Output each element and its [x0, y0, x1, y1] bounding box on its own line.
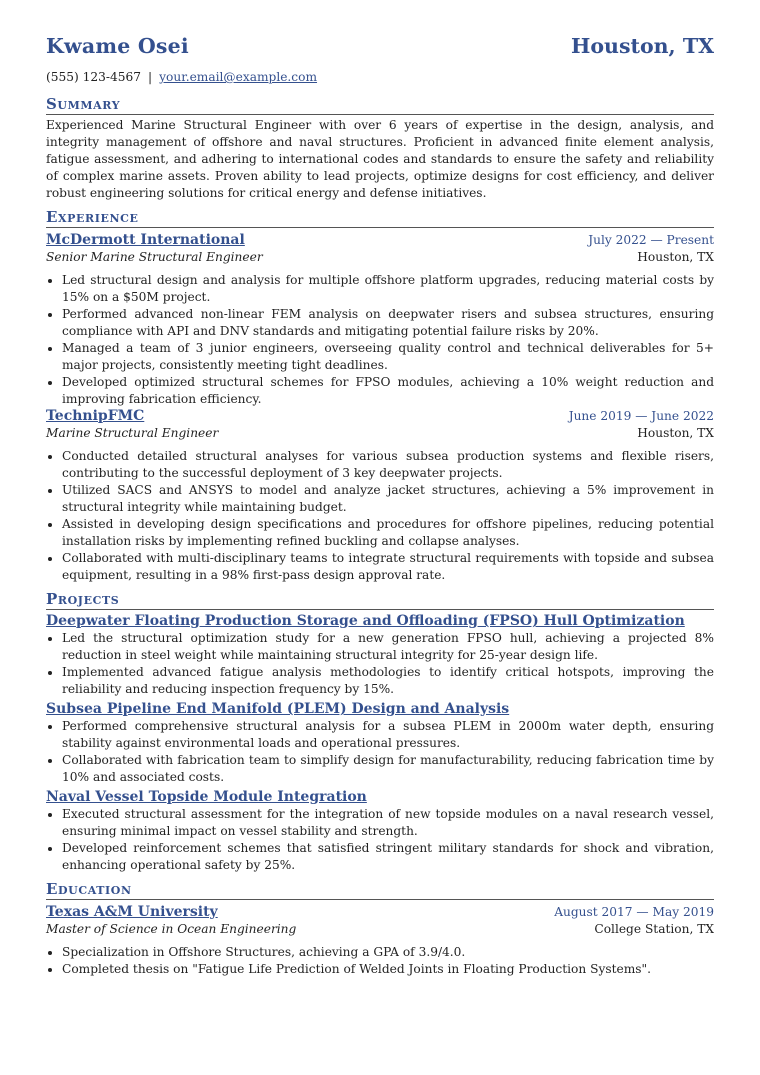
job-location: Houston, TX [637, 250, 714, 264]
company-name[interactable]: McDermott International [46, 232, 245, 248]
bullet-dot-icon [48, 951, 52, 955]
contact-separator: | [148, 70, 153, 84]
bullet-item [46, 306, 714, 340]
bullet-item [46, 630, 714, 664]
school-location: College Station, TX [594, 922, 714, 936]
bullet-dot-icon [48, 813, 52, 817]
bullet-text: Implemented advanced fatigue analysis methodologies to identify critical hotspots, improving the reliability and reducing inspection frequency by 15%. [62, 665, 714, 696]
job-location: Houston, TX [637, 426, 714, 440]
bullet-dot-icon [48, 847, 52, 851]
bullet-item [46, 516, 714, 550]
bullet-item [46, 482, 714, 516]
bullet-item [46, 448, 714, 482]
contact-line [46, 69, 714, 89]
education-heading: Education [46, 880, 714, 900]
bullet-text: Developed optimized structural schemes for FPSO modules, achieving a 10% weight reduction and improving fabrication efficiency. [62, 375, 714, 406]
bullet-item [46, 752, 714, 786]
bullet-text: Developed reinforcement schemes that satisfied stringent military standards for shock and vibration, enhancing operational safety by 25%. [62, 841, 714, 872]
bullet-text: Managed a team of 3 junior engineers, overseeing quality control and technical deliverables for 5+ major projects, consistently meeting tight deadlines. [62, 341, 714, 372]
bullet-text: Executed structural assessment for the integration of new topside modules on a naval research vessel, ensuring minimal impact on vessel stability and strength. [62, 807, 714, 838]
bullet-text: Utilized SACS and ANSYS to model and analyze jacket structures, achieving a 5% improvement in structural integrity while maintaining budget. [62, 483, 714, 514]
summary-heading: Summary [46, 95, 714, 115]
job-title: Marine Structural Engineer [46, 426, 219, 440]
project-bullets [46, 806, 714, 874]
project-entry [46, 789, 714, 874]
project-title[interactable]: Subsea Pipeline End Manifold (PLEM) Design and Analysis [46, 701, 510, 717]
job-entry-technipfmc [46, 408, 714, 584]
bullet-item [46, 272, 714, 306]
phone-number: (555) 123-4567 [46, 70, 142, 84]
resume-header [46, 34, 714, 68]
bullet-dot-icon [48, 523, 52, 527]
candidate-name: Kwame Osei [46, 34, 189, 58]
bullet-dot-icon [48, 279, 52, 283]
bullet-item [46, 718, 714, 752]
resume-page [46, 34, 714, 978]
job-entry-mcdermott [46, 232, 714, 408]
job-title: Senior Marine Structural Engineer [46, 250, 263, 264]
project-title[interactable]: Deepwater Floating Production Storage and Offloading (FPSO) Hull Optimization [46, 613, 685, 629]
bullet-dot-icon [48, 347, 52, 351]
bullet-text: Conducted detailed structural analyses for various subsea production systems and flexible risers, contributing to the successful deployment of 3 key deepwater projects. [62, 449, 714, 480]
job-dates: July 2022 — Present [588, 233, 714, 247]
bullet-item [46, 806, 714, 840]
bullet-item [46, 550, 714, 584]
bullet-text: Specialization in Offshore Structures, achieving a GPA of 3.9/4.0. [62, 945, 466, 959]
bullet-dot-icon [48, 557, 52, 561]
job-bullets [46, 272, 714, 408]
education-bullets [46, 944, 714, 978]
bullet-text: Completed thesis on "Fatigue Life Prediction of Welded Joints in Floating Production Systems". [62, 962, 651, 976]
bullet-dot-icon [48, 381, 52, 385]
bullet-item [46, 664, 714, 698]
bullet-text: Collaborated with fabrication team to simplify design for manufacturability, reducing fabrication time by 10% and associated costs. [62, 753, 714, 784]
bullet-item [46, 944, 714, 961]
projects-heading: Projects [46, 590, 714, 610]
project-bullets [46, 630, 714, 698]
candidate-location: Houston, TX [571, 34, 714, 58]
project-title[interactable]: Naval Vessel Topside Module Integration [46, 789, 367, 805]
bullet-item [46, 374, 714, 408]
project-bullets [46, 718, 714, 786]
project-entry [46, 613, 714, 698]
bullet-dot-icon [48, 313, 52, 317]
bullet-dot-icon [48, 489, 52, 493]
education-dates: August 2017 — May 2019 [554, 905, 714, 919]
job-bullets [46, 448, 714, 584]
bullet-item [46, 840, 714, 874]
bullet-dot-icon [48, 968, 52, 972]
bullet-dot-icon [48, 455, 52, 459]
bullet-text: Led the structural optimization study for a new generation FPSO hull, achieving a projected 8% reduction in steel weight while maintaining structural integrity for 25-year design life. [62, 631, 714, 662]
project-entry [46, 701, 714, 786]
bullet-text: Collaborated with multi-disciplinary teams to integrate structural requirements with topside and subsea equipment, resulting in a 98% first-pass design approval rate. [62, 551, 714, 582]
bullet-text: Performed comprehensive structural analysis for a subsea PLEM in 2000m water depth, ensuring stability against environmental loads and operational pressures. [62, 719, 714, 750]
summary-text: Experienced Marine Structural Engineer with over 6 years of expertise in the design, analysis, and integrity management of offshore and naval structures. Proficient in advanced finite element analysis, fatigue assessment, and adhering to international codes and standards to ensure the safety and reliability of complex marine assets. Proven ability to lead projects, optimize designs for cost efficiency, and deliver robust engineering solutions for critical energy and defense initiatives. [46, 118, 714, 200]
bullet-text: Assisted in developing design specifications and procedures for offshore pipelines, reducing potential installation risks by implementing refined buckling and collapse analyses. [62, 517, 714, 548]
degree-title: Master of Science in Ocean Engineering [46, 922, 297, 936]
bullet-item [46, 961, 714, 978]
bullet-dot-icon [48, 671, 52, 675]
bullet-dot-icon [48, 759, 52, 763]
experience-heading: Experience [46, 208, 714, 228]
job-dates: June 2019 — June 2022 [568, 409, 714, 423]
education-entry [46, 904, 714, 978]
company-name[interactable]: TechnipFMC [46, 408, 145, 424]
bullet-dot-icon [48, 725, 52, 729]
bullet-dot-icon [48, 637, 52, 641]
email-link[interactable]: your.email@example.com [159, 70, 318, 84]
school-name[interactable]: Texas A&M University [46, 904, 218, 920]
bullet-text: Led structural design and analysis for multiple offshore platform upgrades, reducing material costs by 15% on a $50M project. [62, 273, 714, 304]
bullet-item [46, 340, 714, 374]
bullet-text: Performed advanced non-linear FEM analysis on deepwater risers and subsea structures, ensuring compliance with API and DNV standards and mitigating potential failure risks by 20%. [62, 307, 714, 338]
